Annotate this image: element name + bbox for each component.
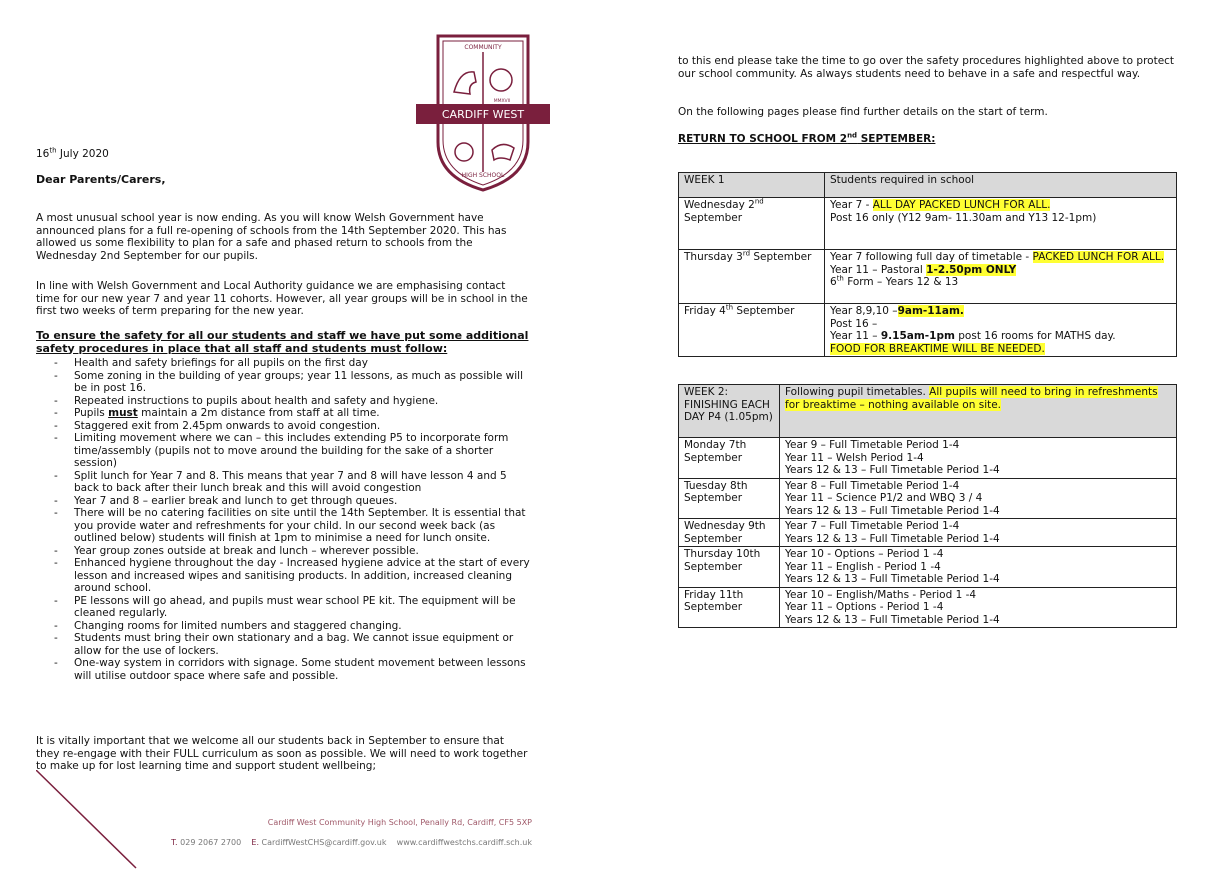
crest-bottom-text: HIGH SCHOOL [461, 172, 505, 179]
week2-row-line: Years 12 & 13 – Full Timetable Period 1-4 [785, 464, 1000, 476]
week2-row-detail [780, 547, 1177, 588]
guidance-paragraph: In line with Welsh Government and Local Authority guidance we are emphasising contact time for our new year 7 and year 11 cohorts. However, all year groups will be in school in the first two weeks of term preparing for the new year. [36, 280, 528, 317]
week2-row [679, 587, 1177, 628]
bullet-text: Limiting movement where we can – this includes extending P5 to incorporate form time/assembly (pupils not to move around the building for the sake of a shorter session) [74, 432, 509, 469]
week1-header-col1: WEEK 1 [679, 173, 825, 198]
crest-band-text: CARDIFF WEST [441, 108, 525, 121]
week2-row-detail [780, 478, 1177, 519]
week1-table [678, 172, 1177, 357]
emphasis-must: must [108, 407, 138, 419]
bullet-text: Some zoning in the building of year groups; year 11 lessons, as much as possible will be in post 16. [74, 369, 524, 394]
week2-row-line: Years 12 & 13 – Full Timetable Period 1-4 [785, 504, 1000, 517]
week2-row [679, 438, 1177, 479]
bullet-dash: - [54, 557, 58, 569]
week2-row-line: Years 12 & 13 – Full Timetable Period 1-4 [785, 613, 1000, 626]
week2-row-detail [780, 519, 1177, 547]
week2-row-line: Year 8 – Full Timetable Period 1-4 [785, 479, 960, 492]
bullet-text: Pupils must maintain a 2m distance from staff at all time. [74, 407, 380, 419]
safety-bullet-item [36, 632, 532, 657]
week2-table [678, 384, 1177, 628]
bullet-text: Enhanced hygiene throughout the day - Increased hygiene advice at the start of every lesson and increased wipes and sanitising products. In addition, increased cleaning around school. [74, 557, 530, 594]
week2-row-day: Thursday 10th September [679, 547, 780, 588]
week2-row-line: Year 10 – English/Maths - Period 1 -4 [785, 588, 977, 601]
bullet-text: PE lessons will go ahead, and pupils must wear school PE kit. The equipment will be cleaned regularly. [74, 594, 516, 619]
safety-procedures-list [36, 357, 532, 682]
week2-row-line: Year 11 – English - Period 1 -4 [785, 560, 941, 573]
safety-bullet-item [36, 357, 532, 370]
week1-row-day: Friday 4th September [679, 304, 825, 357]
week2-row-line: Year 7 – Full Timetable Period 1-4 [785, 520, 960, 532]
bullet-text: One-way system in corridors with signage. Some student movement between lessons will utilise outdoor space where safe and possible. [74, 657, 526, 682]
bullet-dash: - [54, 407, 58, 419]
week1-row-day: Thursday 3rd September [679, 250, 825, 304]
week2-header-col1: WEEK 2: FINISHING EACH DAY P4 (1.05pm) [679, 385, 780, 438]
closing-paragraph: It is vitally important that we welcome all our students back in September to ensure that they re-engage with their FULL curriculum as soon as possible. We will need to work together to make up for lost learning time and support student wellbeing; [36, 735, 528, 772]
footer-address: Cardiff West Community High School, Penally Rd, Cardiff, CF5 5XP [267, 818, 532, 827]
decorative-diagonal-line [36, 770, 156, 870]
bullet-text: There will be no catering facilities on site until the 14th September. It is essential that you provide water and refreshments for your child. In our second week back (as outlined below) students will finish at 1pm to minimise a need for lunch onsite. [74, 507, 526, 544]
week2-row-line: Years 12 & 13 – Full Timetable Period 1-4 [785, 573, 1000, 585]
safety-bullet-item [36, 495, 532, 508]
bullet-dash: - [54, 632, 58, 644]
week2-row-day: Friday 11th September [679, 587, 780, 628]
bullet-text: Staggered exit from 2.45pm onwards to avoid congestion. [74, 419, 381, 432]
greeting: Dear Parents/Carers, [36, 173, 166, 186]
safety-bullet-item [36, 507, 532, 545]
safety-bullet-item [36, 395, 532, 408]
week1-row-detail: Year 8,9,10 –9am-11am. Post 16 – Year 11 – 9.15am-1pm post 16 rooms for MATHS day. FOOD FOR BREAKTIME WILL BE NEEDED. [825, 304, 1177, 357]
safety-bullet-item [36, 370, 532, 395]
crest-top-text: COMMUNITY [464, 44, 502, 51]
safety-bullet-item [36, 420, 532, 433]
bullet-text: Health and safety briefings for all pupils on the first day [74, 357, 368, 369]
week2-row-detail [780, 438, 1177, 479]
safety-bullet-item [36, 407, 532, 420]
bullet-dash: - [54, 469, 58, 482]
bullet-text: Changing rooms for limited numbers and staggered changing. [74, 619, 402, 632]
bullet-text: Students must bring their own stationary and a bag. We cannot issue equipment or allow for the use of lockers. [74, 632, 514, 657]
letter-date: 16th July 2020 [36, 146, 109, 160]
bullet-dash: - [54, 419, 58, 432]
crest-year-text: MMXVII [493, 99, 511, 104]
week2-row-day: Wednesday 9th September [679, 519, 780, 547]
week2-row-line: Year 10 - Options – Period 1 -4 [785, 548, 944, 560]
footer-contact: T. 029 2067 2700 E. CardiffWestCHS@cardiff.gov.uk www.cardiffwestchs.cardiff.sch.uk [171, 838, 532, 847]
week1-row-detail: Year 7 following full day of timetable - PACKED LUNCH FOR ALL. Year 11 – Pastoral 1-2.50pm ONLY 6th Form – Years 12 & 13 [825, 250, 1177, 304]
pages-note: On the following pages please find further details on the start of term. [678, 106, 1048, 118]
week2-row [679, 478, 1177, 519]
safety-bullet-item [36, 557, 532, 595]
bullet-dash: - [54, 394, 58, 407]
safety-heading: To ensure the safety for all our students and staff we have put some additional safety procedures in place that all staff and students must follow: [36, 329, 529, 355]
bullet-dash: - [54, 507, 58, 519]
week2-row-day: Tuesday 8th September [679, 478, 780, 519]
bullet-text: Year 7 and 8 – earlier break and lunch to get through queues. [74, 494, 398, 507]
safety-bullet-item [36, 470, 532, 495]
safety-bullet-item [36, 432, 532, 470]
bullet-dash: - [54, 357, 58, 369]
bullet-text: Split lunch for Year 7 and 8. This means that year 7 and 8 will have lesson 4 and 5 back to back after their lunch break and this will avoid congestion [74, 469, 507, 494]
week2-row-line: Year 9 – Full Timetable Period 1-4 [785, 439, 960, 451]
school-crest-logo [416, 32, 550, 192]
bullet-dash: - [54, 619, 58, 632]
bullet-dash: - [54, 657, 58, 669]
week1-row-day: Wednesday 2nd September [679, 198, 825, 250]
safety-bullet-item [36, 595, 532, 620]
bullet-dash: - [54, 494, 58, 507]
bullet-dash: - [54, 432, 58, 444]
safety-bullet-item [36, 620, 532, 633]
week2-row [679, 519, 1177, 547]
bullet-text: Year group zones outside at break and lunch – wherever possible. [74, 544, 419, 557]
week2-row-line: Year 11 – Options - Period 1 -4 [785, 601, 944, 613]
week1-row-detail: Year 7 - ALL DAY PACKED LUNCH FOR ALL. Post 16 only (Y12 9am- 11.30am and Y13 12-1pm) [825, 198, 1177, 250]
letter-page-1 [0, 0, 610, 869]
intro-paragraph: A most unusual school year is now ending. As you will know Welsh Government have announced plans for a full re-opening of schools from the 14th September 2020. This has allowed us some flexibility to plan for a safe and phased return to schools from the Wednesday 2nd September for our pupils. [36, 212, 507, 262]
week2-row-line: Year 11 – Science P1/2 and WBQ 3 / 4 [785, 492, 983, 504]
bullet-dash: - [54, 544, 58, 557]
week2-row-line: Years 12 & 13 – Full Timetable Period 1-4 [785, 532, 1000, 545]
letter-page-2 [610, 0, 1223, 869]
safety-bullet-item [36, 657, 532, 682]
week2-row-line: Year 11 – Welsh Period 1-4 [785, 451, 924, 464]
bullet-dash: - [54, 369, 58, 382]
week2-row [679, 547, 1177, 588]
week2-header-col2: Following pupil timetables. All pupils will need to bring in refreshments for breaktime – nothing available on site. [780, 385, 1177, 438]
bullet-dash: - [54, 594, 58, 607]
bullet-text: Repeated instructions to pupils about health and safety and hygiene. [74, 394, 439, 407]
return-heading: RETURN TO SCHOOL FROM 2nd SEPTEMBER: [678, 131, 936, 145]
safety-bullet-item [36, 545, 532, 558]
week2-row-day: Monday 7th September [679, 438, 780, 479]
continuation-paragraph: to this end please take the time to go over the safety procedures highlighted above to protect our school community. As always students need to behave in a safe and respectful way. [678, 55, 1175, 80]
week1-header-col2: Students required in school [825, 173, 1177, 198]
week2-row-detail [780, 587, 1177, 628]
